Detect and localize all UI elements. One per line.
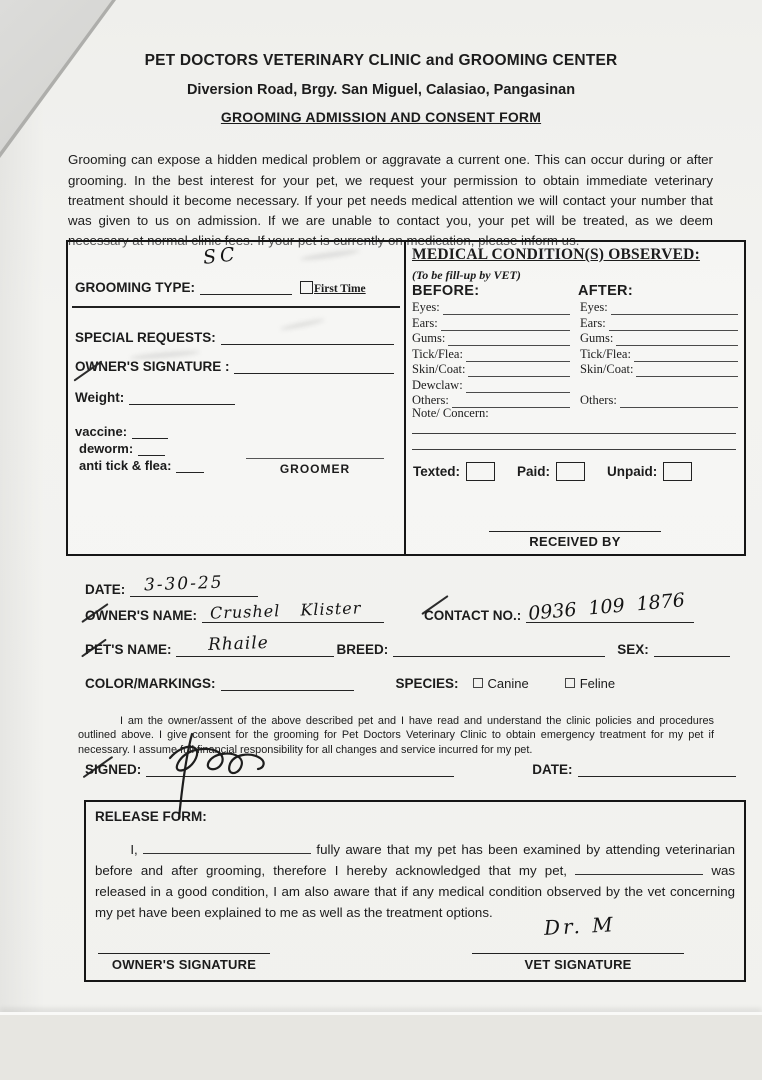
- grooming-type-field: [200, 280, 292, 295]
- owner-name-row: [85, 598, 384, 623]
- owner-signature-block: [98, 941, 270, 972]
- owners-signature-label: OWNER'S SIGNATURE :: [75, 359, 230, 374]
- paid-label: Paid:: [517, 464, 551, 479]
- groomer-signature-line: [246, 448, 384, 459]
- anti-tick-flea-label: anti tick & flea:: [79, 458, 172, 473]
- species-label: SPECIES:: [395, 676, 459, 691]
- owner-signature-line: [98, 941, 270, 954]
- sex-label: SEX:: [617, 642, 649, 657]
- first-time-label: First Time: [314, 283, 366, 295]
- after-skin-coat-label: Skin/Coat:: [580, 362, 634, 376]
- signed-date-label: DATE:: [532, 762, 573, 777]
- before-dewclaw-field: [466, 380, 570, 393]
- anti-tick-flea-field: [176, 458, 204, 473]
- vet-signature-line: [472, 941, 684, 954]
- owner-signature-label: OWNER'S SIGNATURE: [111, 957, 257, 972]
- release-body-part2: fully aware that my pet has been examined by attending veterinarian before and after grooming, therefore I hereby acknowledged that my pet,: [95, 842, 735, 878]
- owners-name-label: OWNER'S NAME:: [85, 608, 197, 623]
- pets-name-field: [176, 632, 334, 657]
- grooming-type-label: GROOMING TYPE:: [75, 280, 196, 295]
- unpaid-label: Unpaid:: [607, 464, 658, 479]
- before-skin-coat-label: Skin/Coat:: [412, 362, 466, 376]
- medical-box-subtitle: (To be fill-up by VET): [412, 268, 521, 282]
- note-line-1: [412, 432, 736, 434]
- after-gums-label: Gums:: [580, 331, 614, 345]
- date-field: [130, 572, 258, 597]
- color-markings-field: [221, 676, 354, 691]
- vaccine-field: [132, 424, 168, 439]
- after-tick-flea-label: Tick/Flea:: [580, 346, 631, 361]
- medical-conditions-box: [406, 242, 744, 554]
- vet-signature-block: [472, 912, 684, 972]
- feline-label: Feline: [579, 676, 616, 691]
- before-gums-field: [448, 333, 570, 346]
- breed-label: BREED:: [336, 642, 389, 657]
- unpaid-checkbox: [663, 462, 692, 481]
- vet-signature-label: VET SIGNATURE: [524, 957, 632, 972]
- owners-name-field: [202, 598, 384, 623]
- first-time-checkbox: [300, 281, 313, 294]
- form-header: [0, 52, 762, 125]
- deworm-label: deworm:: [79, 441, 134, 456]
- before-gums-label: Gums:: [412, 331, 446, 345]
- medical-row-eyes: [412, 300, 738, 315]
- after-ears-field: [609, 318, 738, 331]
- release-form-title: RELEASE FORM:: [95, 809, 207, 824]
- before-skin-coat-field: [468, 364, 570, 377]
- release-form-box: [84, 800, 746, 982]
- groomer-label: GROOMER: [279, 462, 351, 476]
- scan-bottom-edge: [0, 1012, 762, 1080]
- before-eyes-label: Eyes:: [412, 300, 440, 314]
- grooming-type-handwritten-value: SC: [201, 243, 240, 269]
- clinic-address: Diversion Road, Brgy. San Miguel, Calasiao, Pangasinan: [186, 82, 576, 98]
- weight-label: Weight:: [75, 390, 125, 405]
- pets-name-handwritten-value: Rhaile: [208, 632, 270, 656]
- release-body-part3: was released in a good condition, I am also aware that if any medical condition observed by the vet concerning my pet have been explained to me as well as the treatment options.: [95, 863, 735, 920]
- received-by-block: [406, 523, 744, 549]
- medical-row-dewclaw: [412, 378, 738, 393]
- date-label: DATE:: [85, 582, 126, 597]
- deworm-field: [138, 441, 165, 456]
- after-others-label: Others:: [580, 393, 617, 407]
- signed-label: SIGNED:: [85, 762, 142, 777]
- after-ears-label: Ears:: [580, 315, 606, 330]
- weight-field: [129, 390, 235, 405]
- feline-checkbox: [565, 678, 575, 688]
- species-option-canine: [473, 676, 529, 691]
- date-row: [85, 572, 258, 597]
- owners-name-handwritten-value: Crushel Klister: [209, 598, 362, 623]
- contact-no-row: [424, 589, 694, 625]
- medical-row-skin-coat: [412, 362, 738, 377]
- before-ears-field: [441, 318, 570, 331]
- texted-label: Texted:: [413, 464, 461, 479]
- pets-name-label: PET'S NAME:: [85, 642, 172, 657]
- breed-field: [393, 642, 605, 657]
- medical-box-title: MEDICAL CONDITION(S) OBSERVED:: [412, 246, 700, 263]
- divider-line: [72, 306, 400, 308]
- paid-checkbox: [556, 462, 585, 481]
- before-tick-flea-label: Tick/Flea:: [412, 346, 463, 361]
- canine-checkbox: [473, 678, 483, 688]
- medical-row-gums: [412, 331, 738, 346]
- contact-no-label: CONTACT NO.:: [424, 608, 522, 623]
- after-others-field: [620, 395, 738, 408]
- medical-row-tick-flea: [412, 347, 738, 362]
- date-handwritten-value: 3-30-25: [143, 572, 225, 596]
- medical-row-ears: [412, 316, 738, 331]
- before-eyes-field: [443, 302, 570, 315]
- received-by-line: [489, 523, 661, 532]
- contact-no-field: [526, 589, 694, 625]
- release-body-part1: I,: [130, 842, 138, 857]
- after-tick-flea-field: [634, 349, 738, 362]
- after-dewclaw-empty: [580, 378, 738, 393]
- after-skin-coat-field: [636, 364, 738, 377]
- before-column-header: BEFORE:: [412, 283, 480, 299]
- before-others-label: Others:: [412, 393, 449, 407]
- release-name-blank: [143, 840, 311, 854]
- signed-date-field: [578, 762, 736, 777]
- canine-label: Canine: [487, 676, 529, 691]
- note-concern-label: Note/ Concern:: [412, 406, 489, 420]
- vaccine-label: vaccine:: [75, 424, 128, 439]
- form-boxes: [66, 240, 746, 556]
- species-option-feline: [565, 676, 615, 691]
- note-line-2: [412, 448, 736, 450]
- form-title: GROOMING ADMISSION AND CONSENT FORM: [220, 109, 542, 125]
- texted-checkbox: [466, 462, 495, 481]
- special-requests-label: SPECIAL REQUESTS:: [75, 330, 216, 345]
- release-pet-blank: [575, 861, 703, 875]
- payment-status-row: [413, 462, 692, 481]
- pet-name-row: [85, 632, 730, 657]
- after-eyes-label: Eyes:: [580, 300, 608, 314]
- received-by-label: RECEIVED BY: [529, 534, 621, 549]
- grooming-box: [68, 242, 406, 554]
- vet-signature-handwritten-value: Dr. M: [543, 912, 617, 940]
- intro-paragraph: Grooming can expose a hidden medical problem or aggravate a current one. This can occur during or after grooming. In the best interest for your pet, we request your permission to obtain immediate veterinary treatment should it become necessary. If your pet needs medical attention we will contact your number that was given to us on admission. If we are unable to contact you, your pet will be treated, as we deem necessary at normal clinic fees. If your pet is currently on medication, please inform us.: [68, 152, 713, 249]
- color-markings-label: COLOR/MARKINGS:: [85, 676, 216, 691]
- special-requests-field: [221, 330, 394, 345]
- after-eyes-field: [611, 302, 738, 315]
- release-form-paragraph: [95, 839, 735, 923]
- before-ears-label: Ears:: [412, 315, 438, 330]
- color-species-row: [85, 676, 615, 691]
- after-column-header: AFTER:: [578, 283, 633, 299]
- consent-paragraph: I am the owner/assent of the above described pet and I have read and understand the clinic policies and procedures outlined above. I give consent for the grooming for Pet Doctors Veterinary Clinic to obtain emergency treatment for my pet if necessary. I assume full financial responsibility for all changes and service incurred for my pet.: [78, 714, 714, 757]
- clinic-name: PET DOCTORS VETERINARY CLINIC and GROOMING CENTER: [144, 52, 618, 69]
- after-gums-field: [616, 333, 738, 346]
- before-tick-flea-field: [466, 349, 570, 362]
- sex-field: [654, 642, 730, 657]
- groomer-signature-block: [246, 448, 384, 476]
- contact-no-handwritten-value: 0936 109 1876: [527, 589, 686, 625]
- before-dewclaw-label: Dewclaw:: [412, 377, 463, 392]
- owners-signature-field: [234, 359, 394, 374]
